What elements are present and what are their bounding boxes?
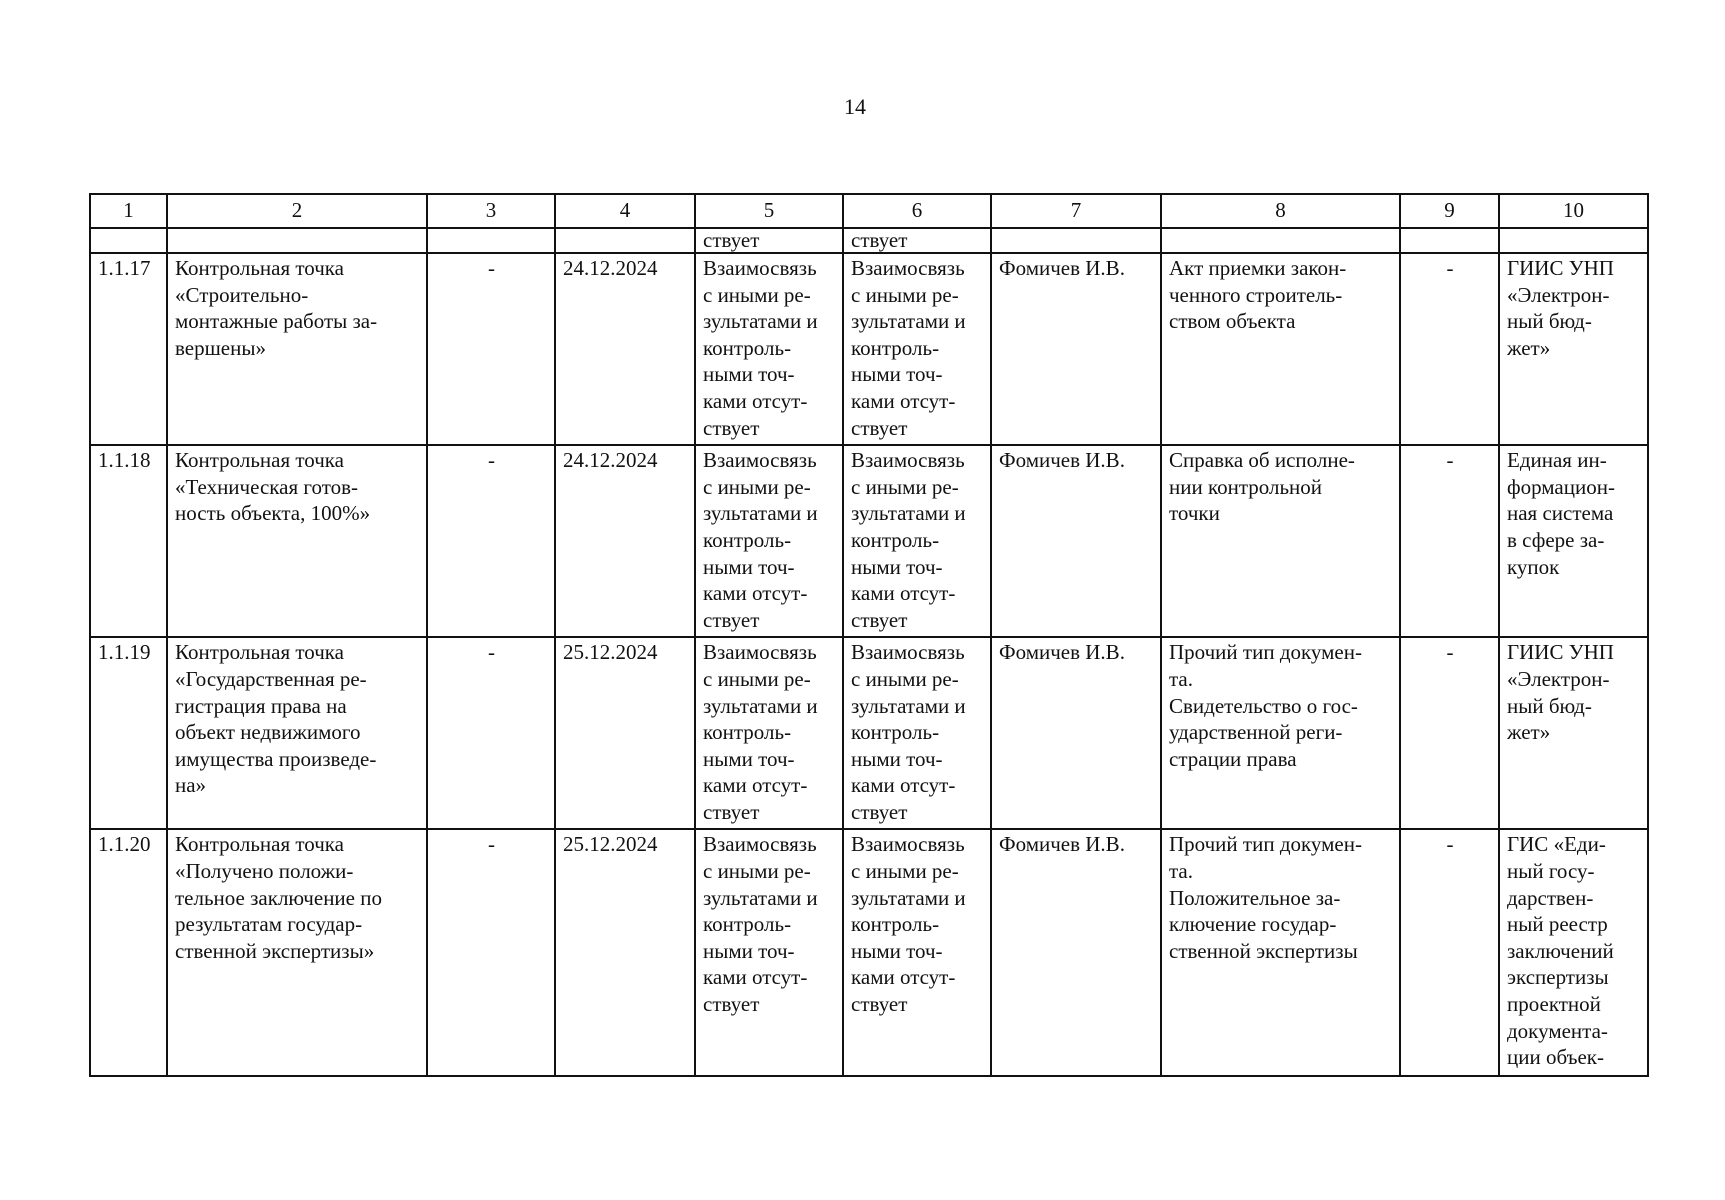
information-system: ГИИС УНП «Электрон- ный бюд- жет» — [1499, 637, 1648, 829]
table-cell: Взаимосвязь с иными ре- зультатами и контроль- ными точ- ками отсут- ствует — [843, 445, 991, 637]
row-number: 1.1.19 — [90, 637, 167, 829]
table-cell — [90, 228, 167, 253]
table-cell — [1499, 228, 1648, 253]
responsible-person: Фомичев И.В. — [991, 253, 1161, 445]
table-cell — [1400, 228, 1499, 253]
column-header: 6 — [843, 194, 991, 228]
control-point-name: Контрольная точка «Получено положи- тельное заключение по результатам государ- ственной экспертизы» — [167, 829, 427, 1076]
confirming-document: Прочий тип докумен- та. Положительное за- ключение государ- ственной экспертизы — [1161, 829, 1400, 1076]
table-row — [90, 445, 1648, 637]
continuation-row — [90, 228, 1648, 253]
column-header: 5 — [695, 194, 843, 228]
table-cell: - — [427, 253, 555, 445]
responsible-person: Фомичев И.В. — [991, 445, 1161, 637]
column-header: 4 — [555, 194, 695, 228]
information-system: Единая ин- формацион- ная система в сфере за- купок — [1499, 445, 1648, 637]
due-date: 25.12.2024 — [555, 829, 695, 1076]
table-cell: Взаимосвязь с иными ре- зультатами и контроль- ными точ- ками отсут- ствует — [843, 829, 991, 1076]
row-number: 1.1.20 — [90, 829, 167, 1076]
table-cell: Взаимосвязь с иными ре- зультатами и контроль- ными точ- ками отсут- ствует — [843, 637, 991, 829]
confirming-document: Прочий тип докумен- та. Свидетельство о гос- ударственной реги- страции права — [1161, 637, 1400, 829]
control-point-name: Контрольная точка «Строительно- монтажные работы за- вершены» — [167, 253, 427, 445]
table-cell — [167, 228, 427, 253]
column-header: 3 — [427, 194, 555, 228]
table-cell: - — [1400, 253, 1499, 445]
table-cell: - — [427, 637, 555, 829]
table-cell: ствует — [843, 228, 991, 253]
control-points-table — [89, 193, 1649, 1077]
table-cell: - — [427, 445, 555, 637]
column-number-header-row — [90, 194, 1648, 228]
control-point-name: Контрольная точка «Государственная ре- гистрация права на объект недвижимого имущества произведе- на» — [167, 637, 427, 829]
row-number: 1.1.17 — [90, 253, 167, 445]
responsible-person: Фомичев И.В. — [991, 637, 1161, 829]
responsible-person: Фомичев И.В. — [991, 829, 1161, 1076]
due-date: 24.12.2024 — [555, 445, 695, 637]
confirming-document: Справка об исполне- нии контрольной точки — [1161, 445, 1400, 637]
table-cell: - — [1400, 445, 1499, 637]
column-header: 1 — [90, 194, 167, 228]
table-cell: Взаимосвязь с иными ре- зультатами и контроль- ными точ- ками отсут- ствует — [843, 253, 991, 445]
table-row — [90, 829, 1648, 1076]
column-header: 2 — [167, 194, 427, 228]
table-row — [90, 637, 1648, 829]
table-cell: Взаимосвязь с иными ре- зультатами и контроль- ными точ- ками отсут- ствует — [695, 253, 843, 445]
table-row — [90, 253, 1648, 445]
table-cell: Взаимосвязь с иными ре- зультатами и контроль- ными точ- ками отсут- ствует — [695, 829, 843, 1076]
column-header: 8 — [1161, 194, 1400, 228]
due-date: 24.12.2024 — [555, 253, 695, 445]
table-cell: - — [1400, 637, 1499, 829]
table-cell — [1161, 228, 1400, 253]
table-cell: - — [427, 829, 555, 1076]
table-cell: - — [1400, 829, 1499, 1076]
column-header: 9 — [1400, 194, 1499, 228]
table-cell — [555, 228, 695, 253]
table-cell: Взаимосвязь с иными ре- зультатами и контроль- ными точ- ками отсут- ствует — [695, 445, 843, 637]
table-cell: Взаимосвязь с иными ре- зультатами и контроль- ными точ- ками отсут- ствует — [695, 637, 843, 829]
table-cell — [427, 228, 555, 253]
row-number: 1.1.18 — [90, 445, 167, 637]
table-cell: ствует — [695, 228, 843, 253]
control-point-name: Контрольная точка «Техническая готов- ность объекта, 100%» — [167, 445, 427, 637]
information-system: ГИС «Еди- ный госу- дарствен- ный реестр заключений экспертизы проектной документа- ции объек- — [1499, 829, 1648, 1076]
information-system: ГИИС УНП «Электрон- ный бюд- жет» — [1499, 253, 1648, 445]
due-date: 25.12.2024 — [555, 637, 695, 829]
page-number: 14 — [844, 94, 866, 119]
table-cell — [991, 228, 1161, 253]
confirming-document: Акт приемки закон- ченного строитель- ством объекта — [1161, 253, 1400, 445]
column-header: 7 — [991, 194, 1161, 228]
column-header: 10 — [1499, 194, 1648, 228]
